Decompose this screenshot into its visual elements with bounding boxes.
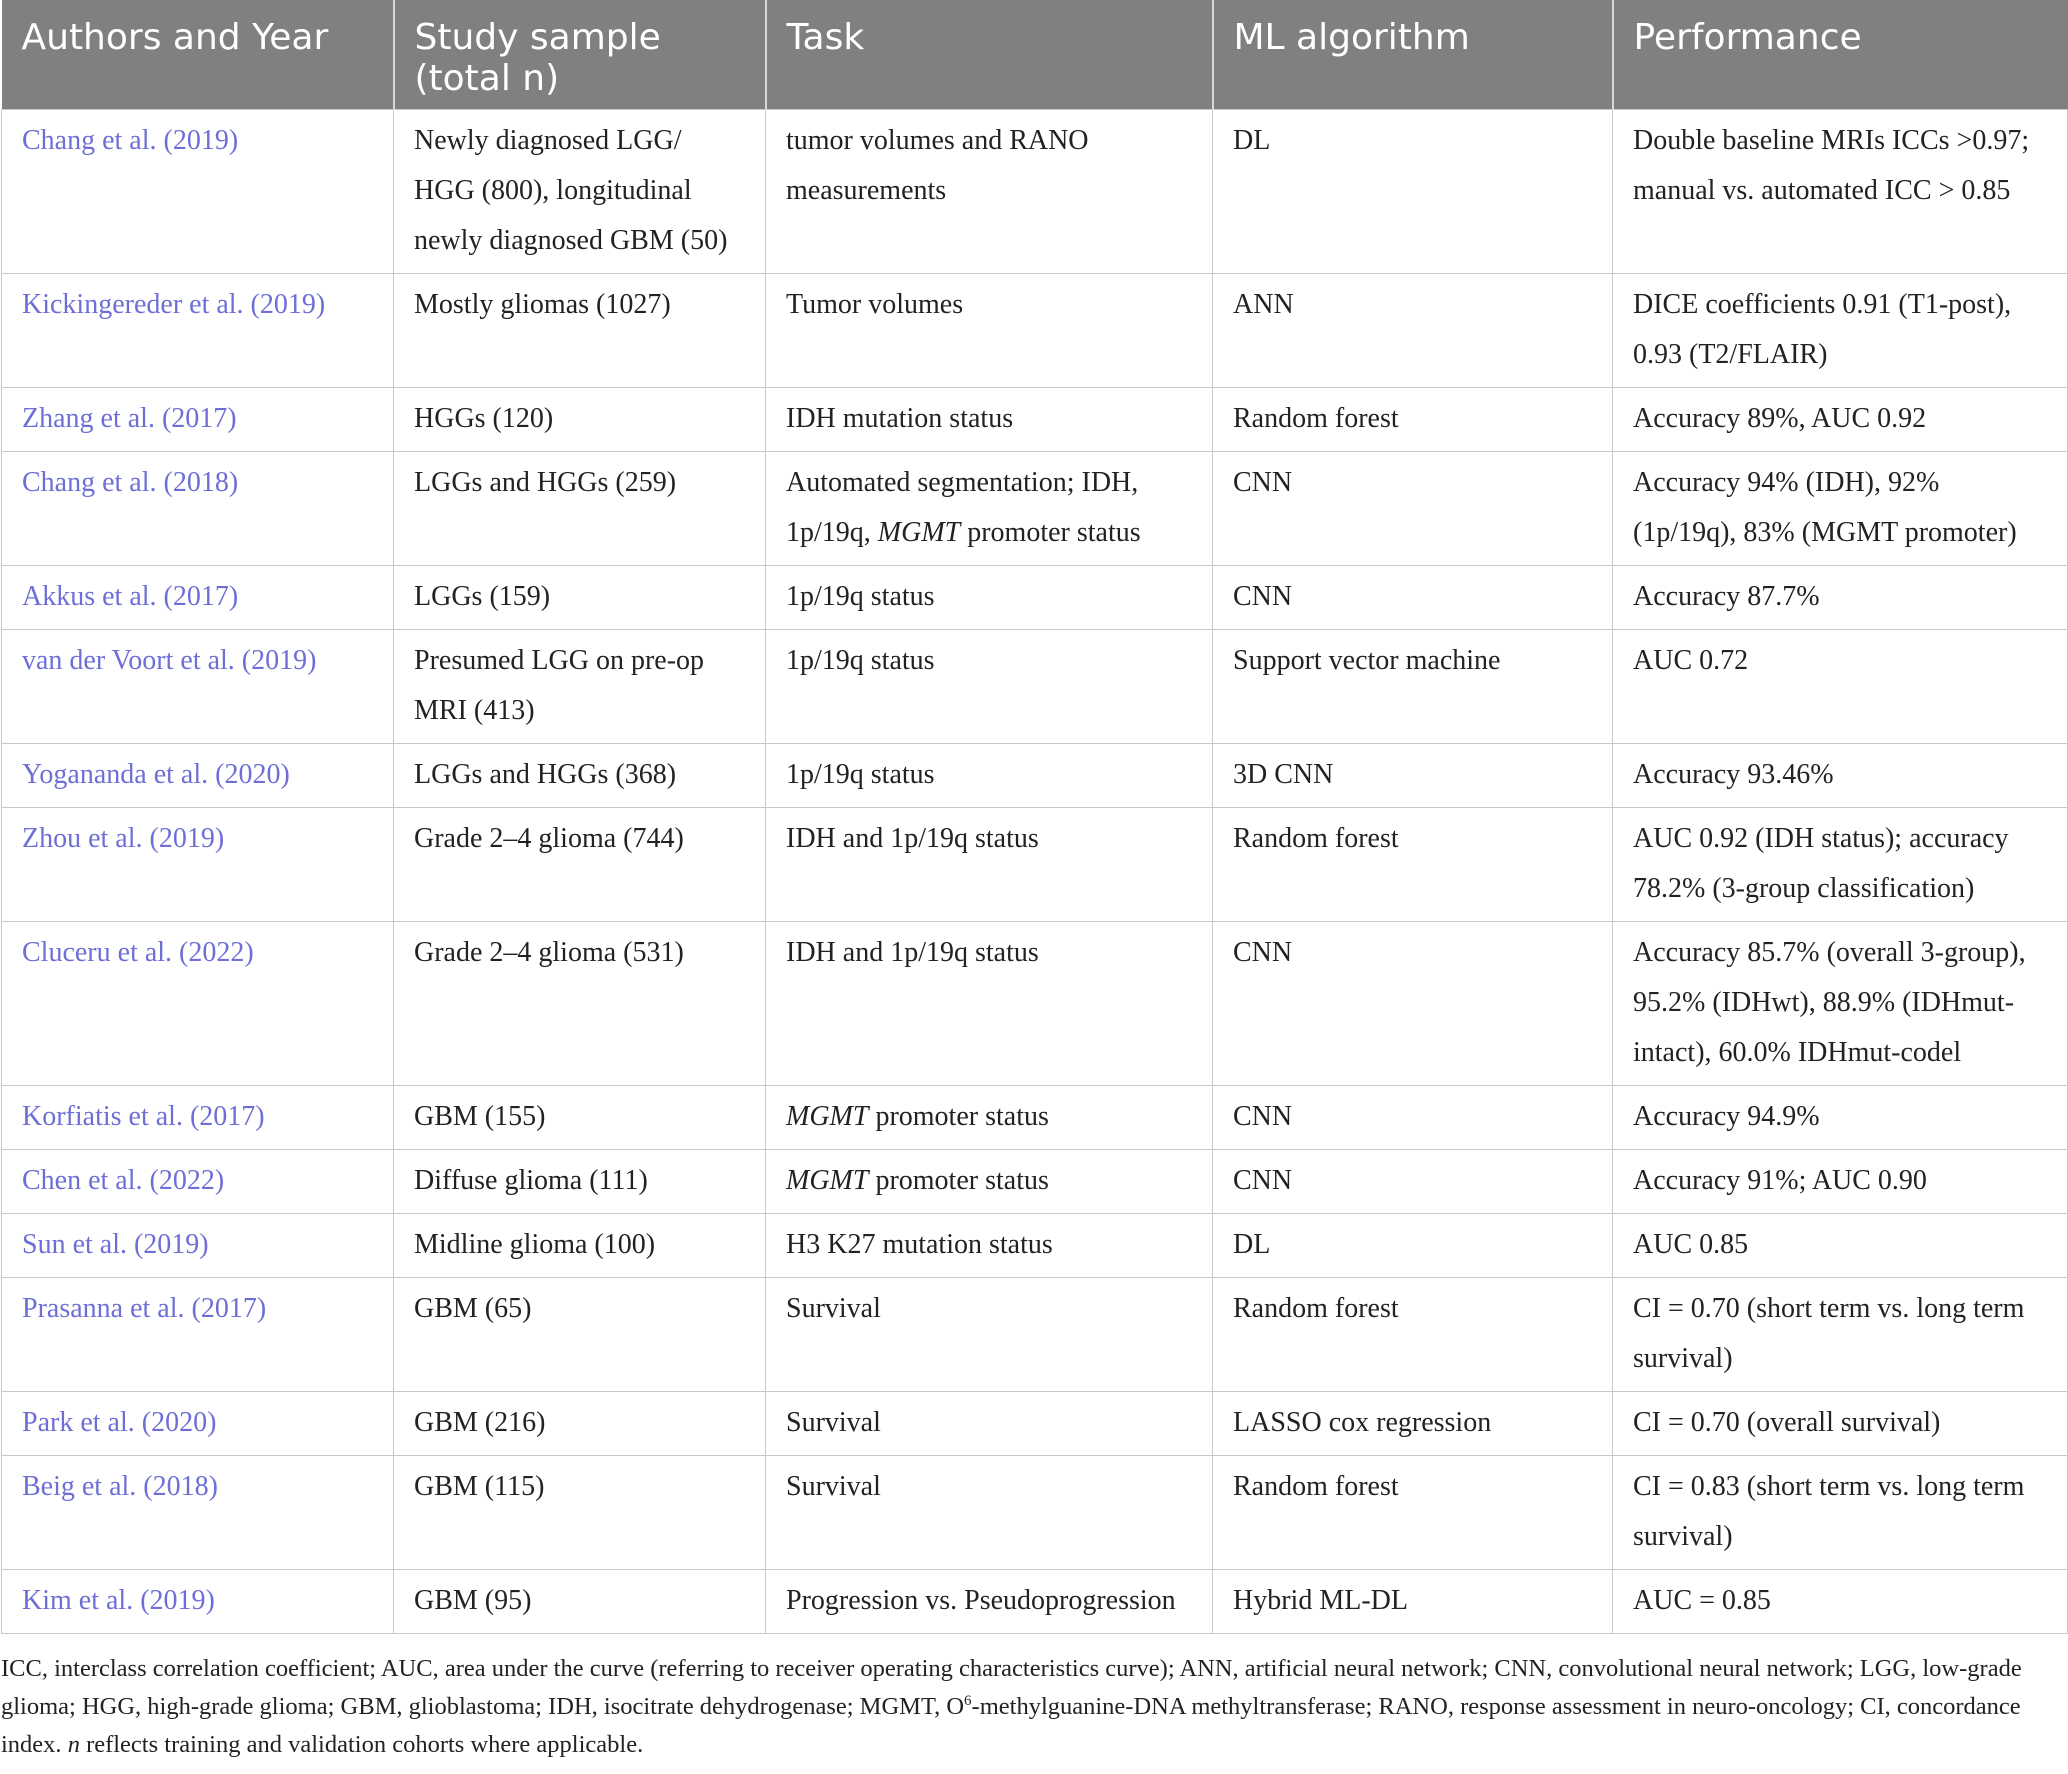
study-sample-cell: Midline glioma (100) <box>394 1214 766 1278</box>
task-cell: 1p/19q status <box>766 744 1213 808</box>
study-sample-cell: GBM (216) <box>394 1392 766 1456</box>
task-text: promoter status <box>868 1165 1049 1196</box>
task-cell: Survival <box>766 1456 1213 1570</box>
algorithm-cell: ANN <box>1213 274 1613 388</box>
algorithm-cell: Random forest <box>1213 1456 1613 1570</box>
study-sample-cell: Presumed LGG on pre-op MRI (413) <box>394 630 766 744</box>
task-cell: Tumor volumes <box>766 274 1213 388</box>
algorithm-cell: DL <box>1213 110 1613 274</box>
performance-cell: Accuracy 87.7% <box>1613 566 2068 630</box>
table-row <box>2 1086 2068 1150</box>
table-row <box>2 566 2068 630</box>
performance-cell: DICE coefficients 0.91 (T1-post), 0.93 (T2/FLAIR) <box>1613 274 2068 388</box>
performance-cell: Accuracy 89%, AUC 0.92 <box>1613 388 2068 452</box>
footnote-text-1: ICC, interclass correlation coefficient; AUC, area under the curve (referring to receiver operating characteristics curve); ANN, artificial neural network; CNN, convolutional neural network; LGG, low-grade glioma; HGG, high-grade glioma; GBM, glioblastoma; IDH, isocitrate dehydrogenase; MGMT, O <box>1 1655 2022 1720</box>
table-row <box>2 110 2068 274</box>
author-link: Kim et al. (2019) <box>2 1570 394 1634</box>
table-row <box>2 630 2068 744</box>
task-cell: Survival <box>766 1278 1213 1392</box>
author-link: Beig et al. (2018) <box>2 1456 394 1570</box>
table-row <box>2 452 2068 566</box>
studies-table <box>1 0 2068 1634</box>
footnote-superscript: 6 <box>964 1693 972 1709</box>
table-row <box>2 744 2068 808</box>
task-cell: IDH and 1p/19q status <box>766 922 1213 1086</box>
study-sample-cell: LGGs and HGGs (368) <box>394 744 766 808</box>
table-row <box>2 808 2068 922</box>
header-sample: Study sample (total n) <box>394 0 766 110</box>
author-link: Kickingereder et al. (2019) <box>2 274 394 388</box>
task-gene-italic: MGMT <box>877 517 961 548</box>
task-cell: H3 K27 mutation status <box>766 1214 1213 1278</box>
task-cell: IDH mutation status <box>766 388 1213 452</box>
task-cell <box>766 1150 1213 1214</box>
algorithm-cell: CNN <box>1213 1150 1613 1214</box>
task-gene-italic: MGMT <box>786 1101 869 1132</box>
author-link: Yogananda et al. (2020) <box>2 744 394 808</box>
header-task: Task <box>766 0 1213 110</box>
algorithm-cell: DL <box>1213 1214 1613 1278</box>
algorithm-cell: CNN <box>1213 922 1613 1086</box>
algorithm-cell: CNN <box>1213 1086 1613 1150</box>
algorithm-cell: Random forest <box>1213 808 1613 922</box>
algorithm-cell: Support vector machine <box>1213 630 1613 744</box>
author-link: Sun et al. (2019) <box>2 1214 394 1278</box>
task-cell: IDH and 1p/19q status <box>766 808 1213 922</box>
performance-cell: Accuracy 94% (IDH), 92% (1p/19q), 83% (MGMT promoter) <box>1613 452 2068 566</box>
study-sample-cell: GBM (115) <box>394 1456 766 1570</box>
author-link: Chang et al. (2019) <box>2 110 394 274</box>
author-link: Cluceru et al. (2022) <box>2 922 394 1086</box>
study-sample-cell: Diffuse glioma (111) <box>394 1150 766 1214</box>
author-link: Zhou et al. (2019) <box>2 808 394 922</box>
study-sample-cell: HGGs (120) <box>394 388 766 452</box>
table-body <box>2 110 2068 1634</box>
study-sample-cell: GBM (155) <box>394 1086 766 1150</box>
task-text: Automated segmentation; IDH, 1p/19q, <box>786 467 1139 548</box>
performance-cell: Accuracy 91%; AUC 0.90 <box>1613 1150 2068 1214</box>
performance-cell: CI = 0.70 (overall survival) <box>1613 1392 2068 1456</box>
task-cell: 1p/19q status <box>766 566 1213 630</box>
algorithm-cell: LASSO cox regression <box>1213 1392 1613 1456</box>
table-row <box>2 922 2068 1086</box>
algorithm-cell: Random forest <box>1213 1278 1613 1392</box>
algorithm-cell: Hybrid ML-DL <box>1213 1570 1613 1634</box>
task-cell: 1p/19q status <box>766 630 1213 744</box>
study-sample-cell: GBM (95) <box>394 1570 766 1634</box>
performance-cell: AUC = 0.85 <box>1613 1570 2068 1634</box>
author-link: Akkus et al. (2017) <box>2 566 394 630</box>
table-row <box>2 1456 2068 1570</box>
table-row <box>2 1214 2068 1278</box>
study-sample-cell: LGGs and HGGs (259) <box>394 452 766 566</box>
author-link: Zhang et al. (2017) <box>2 388 394 452</box>
performance-cell: Accuracy 94.9% <box>1613 1086 2068 1150</box>
study-sample-cell: Grade 2–4 glioma (744) <box>394 808 766 922</box>
table-row <box>2 274 2068 388</box>
task-cell: Progression vs. Pseudoprogression <box>766 1570 1213 1634</box>
performance-cell: AUC 0.72 <box>1613 630 2068 744</box>
table-row <box>2 388 2068 452</box>
task-text: promoter status <box>868 1101 1049 1132</box>
header-algorithm: ML algorithm <box>1213 0 1613 110</box>
author-link: Korfiatis et al. (2017) <box>2 1086 394 1150</box>
task-text: promoter status <box>960 517 1141 548</box>
table-row <box>2 1278 2068 1392</box>
header-performance: Performance <box>1613 0 2068 110</box>
author-link: Chang et al. (2018) <box>2 452 394 566</box>
task-cell <box>766 452 1213 566</box>
performance-cell: AUC 0.92 (IDH status); accuracy 78.2% (3-group classification) <box>1613 808 2068 922</box>
study-sample-cell: Grade 2–4 glioma (531) <box>394 922 766 1086</box>
task-cell <box>766 1086 1213 1150</box>
algorithm-cell: Random forest <box>1213 388 1613 452</box>
author-link: Park et al. (2020) <box>2 1392 394 1456</box>
task-cell: tumor volumes and RANO measurements <box>766 110 1213 274</box>
performance-cell: CI = 0.83 (short term vs. long term survival) <box>1613 1456 2068 1570</box>
study-sample-cell: GBM (65) <box>394 1278 766 1392</box>
table-row <box>2 1570 2068 1634</box>
task-cell: Survival <box>766 1392 1213 1456</box>
performance-cell: Accuracy 93.46% <box>1613 744 2068 808</box>
study-sample-cell: LGGs (159) <box>394 566 766 630</box>
author-link: Prasanna et al. (2017) <box>2 1278 394 1392</box>
task-gene-italic: MGMT <box>786 1165 869 1196</box>
performance-cell: Accuracy 85.7% (overall 3-group), 95.2% (IDHwt), 88.9% (IDHmut-intact), 60.0% IDHmut-codel <box>1613 922 2068 1086</box>
table-row <box>2 1150 2068 1214</box>
performance-cell: Double baseline MRIs ICCs >0.97; manual vs. automated ICC > 0.85 <box>1613 110 2068 274</box>
table-footnote <box>1 1650 2061 1764</box>
footnote-text-2: -methylguanine-DNA methyltransferase; RANO, response assessment in neuro-oncology; CI, concordance index. <box>1 1693 2021 1758</box>
footnote-italic-n: n <box>67 1731 80 1758</box>
performance-cell: CI = 0.70 (short term vs. long term survival) <box>1613 1278 2068 1392</box>
algorithm-cell: CNN <box>1213 452 1613 566</box>
footnote-text-3: reflects training and validation cohorts where applicable. <box>79 1731 644 1758</box>
header-authors: Authors and Year <box>2 0 394 110</box>
study-sample-cell: Newly diagnosed LGG/ HGG (800), longitudinal newly diagnosed GBM (50) <box>394 110 766 274</box>
author-link: van der Voort et al. (2019) <box>2 630 394 744</box>
author-link: Chen et al. (2022) <box>2 1150 394 1214</box>
header-row <box>2 0 2068 110</box>
table-row <box>2 1392 2068 1456</box>
algorithm-cell: 3D CNN <box>1213 744 1613 808</box>
algorithm-cell: CNN <box>1213 566 1613 630</box>
study-sample-cell: Mostly gliomas (1027) <box>394 274 766 388</box>
performance-cell: AUC 0.85 <box>1613 1214 2068 1278</box>
